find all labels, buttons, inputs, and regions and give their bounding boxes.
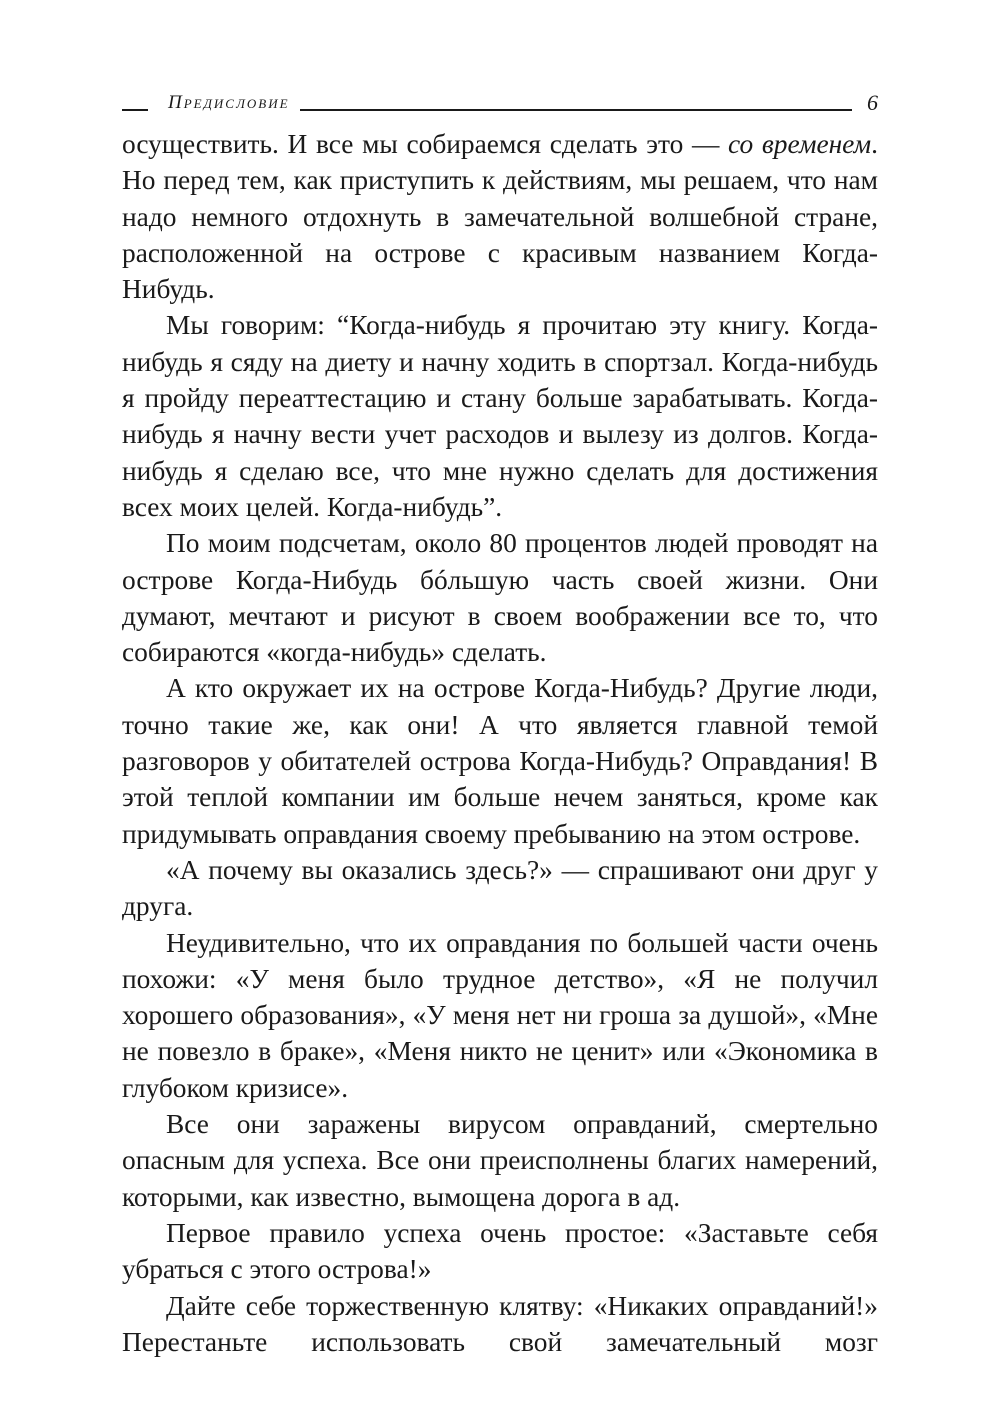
page-number: 6	[867, 90, 878, 115]
section-title: Предисловие	[168, 92, 290, 113]
paragraph: Все они заражены вирусом оправданий, смертельно опасным для успеха. Все они преисполнены благих намерений, которыми, как известно, вымощена дорога в ад.	[122, 1109, 878, 1212]
paragraph: По моим подсчетам, около 80 процентов людей проводят на острове Когда-Нибудь бóльшую часть своей жизни. Они думают, мечтают и рисуют в своем воображении все то, что собираются «когда-нибудь» сделать.	[122, 528, 878, 668]
header-rule	[300, 109, 852, 111]
paragraph	[122, 126, 878, 307]
paragraph: «А почему вы оказались здесь?» — спрашивают они друг у друга.	[122, 854, 878, 922]
paragraph: А кто окружает их на острове Когда-Нибудь? Другие люди, точно такие же, как они! А что является главной темой разговоров у обитателей острова Когда-Нибудь? Оправдания! В этой теплой компании им больше нечем заняться, кроме как придумывать оправдания своему пребыванию на этом острове.	[122, 673, 878, 849]
paragraph: Дайте себе торжественную клятву: «Никаких оправданий!» Перестаньте использовать свой замечательный мозг	[122, 1290, 878, 1357]
paragraph-text: . Но перед тем, как приступить к действиям, мы решаем, что нам надо немного отдохнуть в замечательной волшебной стране, расположенной на острове с красивым названием Когда-Нибудь.	[122, 129, 878, 305]
paragraph-text: осуществить. И все мы собираемся сделать это —	[122, 129, 729, 159]
paragraph: Неудивительно, что их оправдания по большей части очень похожи: «У меня было трудное детство», «Я не получил хорошего образования», «У меня нет ни гроша за душой», «Мне не повезло в браке», «Меня никто не ценит» или «Экономика в глубоком кризисе».	[122, 927, 878, 1103]
body-text	[122, 126, 878, 1360]
running-header	[122, 92, 878, 120]
paragraph: Мы говорим: “Когда-нибудь я прочитаю эту книгу. Когда-нибудь я сяду на диету и начну ходить в спортзал. Когда-нибудь я пройду переаттестацию и стану больше зарабатывать. Когда-нибудь я начну вести учет расходов и вылезу из долгов. Когда-нибудь я сделаю все, что мне нужно сделать для достижения всех моих целей. Когда-нибудь”.	[122, 310, 878, 522]
italic-phrase: со временем	[728, 129, 872, 159]
paragraph: Первое правило успеха очень простое: «Заставьте себя убраться с этого острова!»	[122, 1217, 878, 1285]
header-dash	[122, 109, 148, 111]
